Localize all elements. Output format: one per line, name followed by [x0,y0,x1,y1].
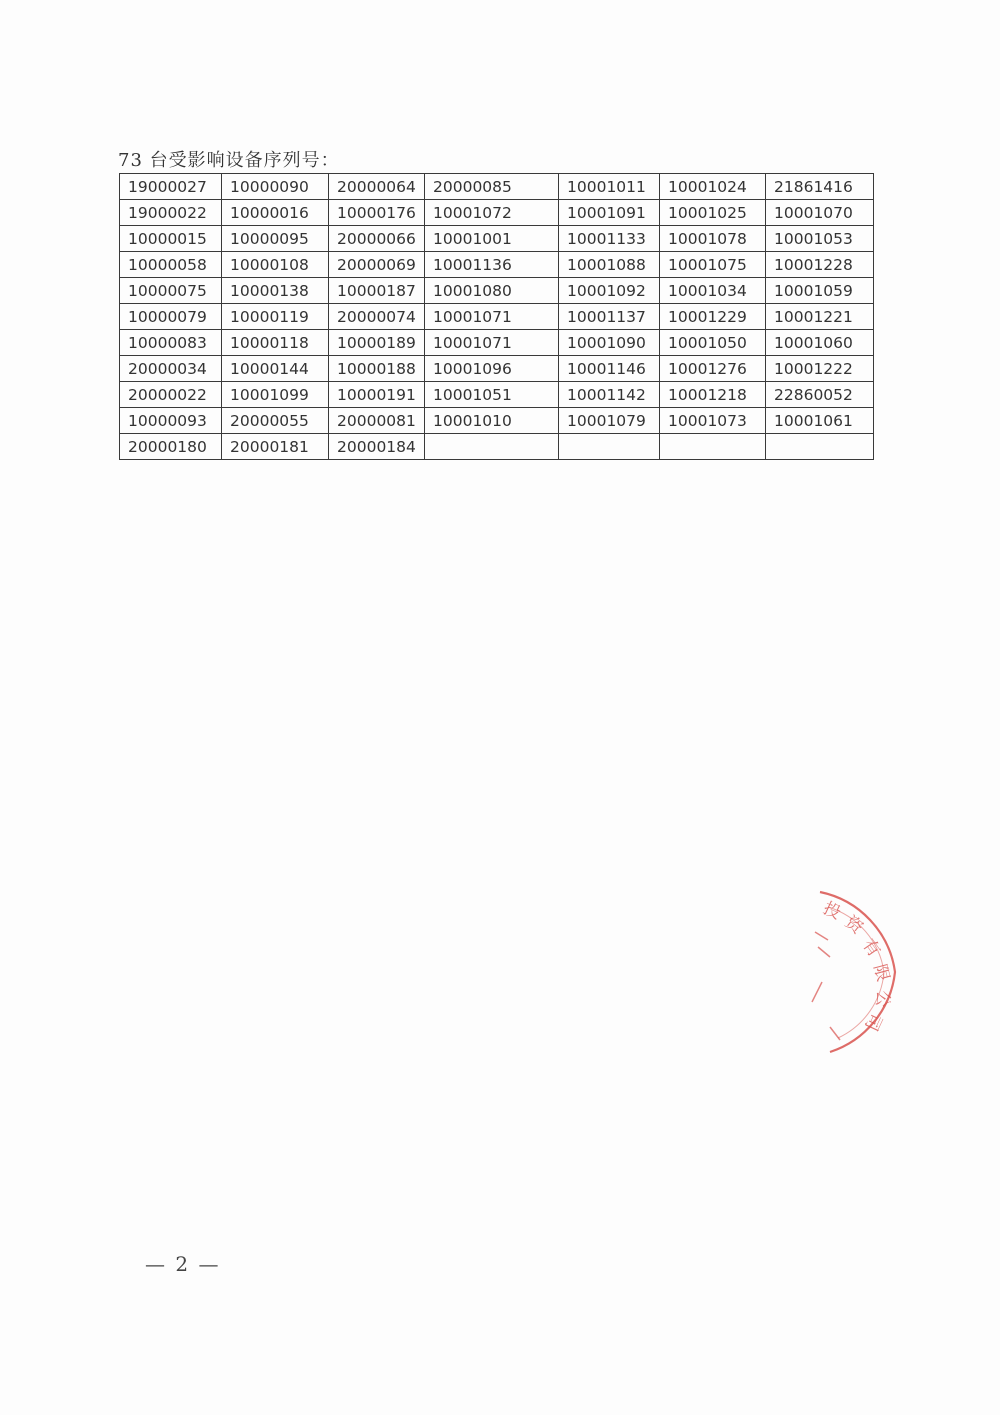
serial-cell: 10001060 [766,330,874,356]
serial-cell: 20000184 [329,434,425,460]
serial-cell: 21861416 [766,174,874,200]
serial-cell: 10000015 [120,226,222,252]
table-row [120,434,874,460]
serial-cell: 10001024 [660,174,766,200]
serial-cell: 10001053 [766,226,874,252]
serial-cell: 10001142 [559,382,660,408]
serial-cell: 10000138 [222,278,329,304]
serial-cell: 10001072 [425,200,559,226]
serial-cell: 10001092 [559,278,660,304]
serial-cell: 10000079 [120,304,222,330]
table-caption: 73 台受影响设备序列号： [118,150,340,171]
serial-cell: 10001088 [559,252,660,278]
serial-cell [425,434,559,460]
serial-cell: 10001096 [425,356,559,382]
page-number: — 2 — [145,1252,221,1276]
serial-cell: 10001229 [660,304,766,330]
serial-cell: 10000119 [222,304,329,330]
serial-cell: 10001071 [425,304,559,330]
serial-cell: 10000016 [222,200,329,226]
svg-text:司: 司 [860,1009,886,1034]
table-row [120,252,874,278]
svg-text:限: 限 [869,962,893,984]
serial-cell: 20000022 [120,382,222,408]
serial-cell: 20000180 [120,434,222,460]
table-row [120,304,874,330]
serial-cell: 10000075 [120,278,222,304]
table-row [120,330,874,356]
serial-cell: 20000066 [329,226,425,252]
serial-cell: 20000055 [222,408,329,434]
serial-cell: 10000191 [329,382,425,408]
svg-text:有: 有 [857,935,885,961]
serial-cell: 10001070 [766,200,874,226]
serial-cell: 10000090 [222,174,329,200]
serial-cell: 10000095 [222,226,329,252]
serial-cell: 10001276 [660,356,766,382]
serial-cell [660,434,766,460]
serial-cell: 10001080 [425,278,559,304]
serial-cell: 10001146 [559,356,660,382]
serial-cell: 10001078 [660,226,766,252]
serial-cell: 10001099 [222,382,329,408]
svg-text:公: 公 [871,989,893,1009]
serial-cell: 10000176 [329,200,425,226]
serial-cell: 20000074 [329,304,425,330]
serial-cell: 20000085 [425,174,559,200]
serial-cell: 20000069 [329,252,425,278]
serial-cell: 20000181 [222,434,329,460]
serial-cell: 10001051 [425,382,559,408]
serial-cell: 10000189 [329,330,425,356]
serial-cell: 10001222 [766,356,874,382]
serial-cell: 19000022 [120,200,222,226]
serial-cell: 10000108 [222,252,329,278]
serial-cell: 19000027 [120,174,222,200]
serial-cell: 20000081 [329,408,425,434]
table-row [120,226,874,252]
serial-cell: 10001079 [559,408,660,434]
serial-cell: 20000034 [120,356,222,382]
serial-cell: 10001050 [660,330,766,356]
serial-cell: 10001001 [425,226,559,252]
table-row [120,200,874,226]
serial-cell: 20000064 [329,174,425,200]
serial-cell: 10001010 [425,408,559,434]
serial-cell: 10001071 [425,330,559,356]
serial-cell: 10001133 [559,226,660,252]
serial-number-table [119,173,874,460]
table-row [120,382,874,408]
serial-cell: 10001011 [559,174,660,200]
table-row [120,356,874,382]
serial-cell: 10001136 [425,252,559,278]
serial-cell [766,434,874,460]
serial-cell: 10000188 [329,356,425,382]
serial-cell: 10001034 [660,278,766,304]
serial-cell: 10001221 [766,304,874,330]
serial-cell: 10001073 [660,408,766,434]
serial-cell: 10001075 [660,252,766,278]
serial-cell: 10000093 [120,408,222,434]
serial-cell: 10001061 [766,408,874,434]
serial-cell: 10001228 [766,252,874,278]
serial-cell: 22860052 [766,382,874,408]
table-row [120,278,874,304]
svg-text:资: 资 [840,912,867,939]
serial-cell: 10001137 [559,304,660,330]
table-row [120,174,874,200]
serial-cell: 10001218 [660,382,766,408]
serial-cell: 10000118 [222,330,329,356]
serial-cell: 10001090 [559,330,660,356]
table-row [120,408,874,434]
serial-cell: 10000058 [120,252,222,278]
serial-cell: 10000187 [329,278,425,304]
serial-cell: 10000083 [120,330,222,356]
company-seal-stamp [800,862,910,1062]
serial-cell: 10001025 [660,200,766,226]
serial-cell: 10000144 [222,356,329,382]
serial-cell: 10001091 [559,200,660,226]
serial-cell [559,434,660,460]
serial-cell: 10001059 [766,278,874,304]
serial-table-body [120,174,874,460]
svg-text:投: 投 [819,898,844,924]
